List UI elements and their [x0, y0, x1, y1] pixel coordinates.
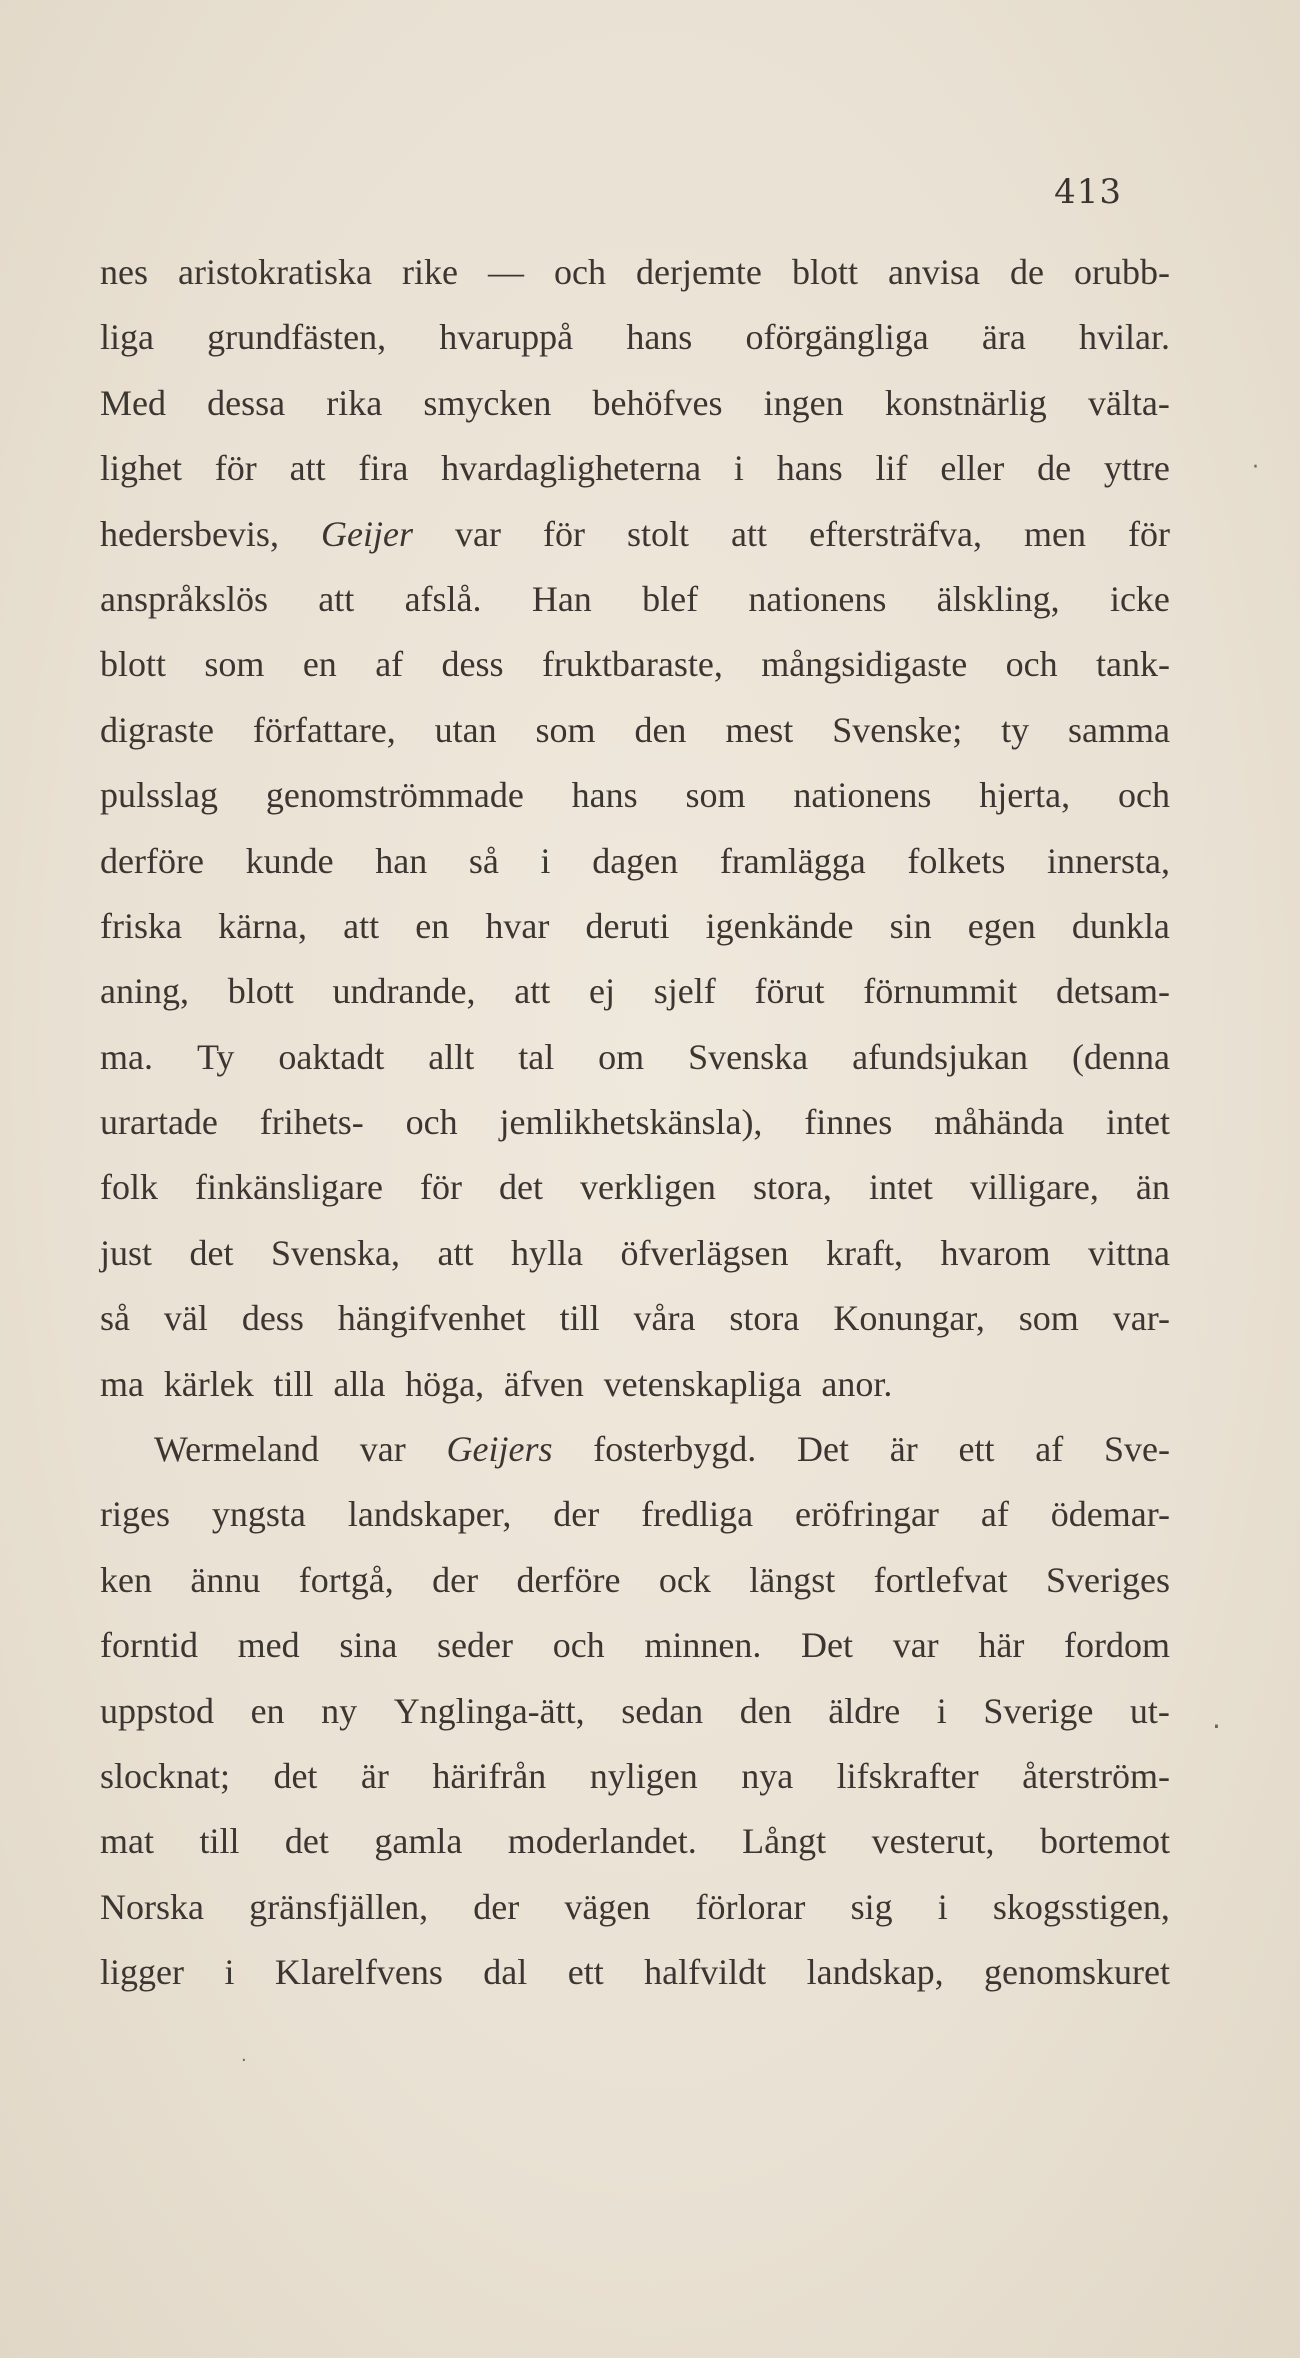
text-line: [100, 436, 1170, 501]
word: behöfves: [592, 382, 723, 423]
word: ära: [981, 317, 1026, 358]
word: att: [289, 448, 326, 489]
word: en: [250, 1690, 285, 1731]
text-line: [100, 959, 1170, 1024]
text-line: [100, 1679, 1170, 1744]
word: ett: [567, 1952, 604, 1993]
word: konstnärlig: [884, 382, 1047, 423]
word: hedersbevis,: [100, 513, 279, 554]
word: det: [273, 1755, 318, 1796]
word: dess: [441, 644, 504, 685]
word: egen: [967, 905, 1036, 946]
word: våra: [633, 1298, 696, 1339]
word: den: [634, 709, 687, 750]
word: Sve-: [1103, 1429, 1170, 1470]
text-line: [100, 1286, 1170, 1351]
word: Med: [100, 382, 166, 423]
word: dunkla: [1071, 905, 1170, 946]
margin-speck: ·: [1252, 455, 1259, 480]
word: stora,: [752, 1167, 832, 1208]
margin-speck: .: [1212, 1702, 1221, 1735]
word: det: [189, 1232, 234, 1273]
word: fira: [358, 448, 409, 489]
word: mat: [100, 1821, 154, 1862]
body-text: [100, 240, 1170, 2006]
word: folkets: [907, 840, 1006, 881]
word: eller: [940, 448, 1005, 489]
text-line: [100, 763, 1170, 828]
word: i: [733, 448, 744, 489]
word: Konungar,: [833, 1298, 985, 1339]
word: aning,: [100, 971, 189, 1012]
word: Wermeland: [154, 1429, 320, 1470]
text-line: [100, 1352, 1170, 1417]
word: än: [1135, 1167, 1170, 1208]
word: minnen.: [644, 1625, 762, 1666]
word: stolt: [627, 513, 690, 554]
word: ännu: [190, 1559, 261, 1600]
word: just: [100, 1232, 153, 1273]
word: af: [375, 644, 404, 685]
word: i: [224, 1952, 235, 1993]
word: yttre: [1103, 448, 1170, 489]
word: hjerta,: [979, 775, 1071, 816]
word: är: [889, 1429, 918, 1470]
word: friska: [100, 905, 182, 946]
word: hvardagligheterna: [441, 448, 702, 489]
word: oförgängliga: [745, 317, 929, 358]
word: ma: [100, 1363, 144, 1404]
word: der: [473, 1886, 520, 1927]
word: Svenska,: [271, 1232, 401, 1273]
word: ut-: [1129, 1690, 1170, 1731]
word: dess: [241, 1298, 304, 1339]
word: af: [980, 1494, 1009, 1535]
word: de: [1009, 252, 1044, 292]
word: mest: [725, 709, 794, 750]
text-line: [100, 1875, 1170, 1940]
word: i: [936, 1690, 947, 1731]
word: förlorar: [695, 1886, 806, 1927]
word: Det: [801, 1625, 854, 1666]
word: kärlek: [163, 1363, 254, 1404]
word: Ynglinga-ätt,: [393, 1690, 585, 1731]
word: skogsstigen,: [992, 1886, 1170, 1927]
word: som: [535, 709, 596, 750]
word: fordom: [1064, 1625, 1170, 1666]
word: ett: [958, 1429, 995, 1470]
word: alla: [333, 1363, 386, 1404]
word: om: [598, 1036, 645, 1077]
word: sjelf: [653, 971, 716, 1012]
word: jemlikhetskänsla),: [499, 1102, 763, 1143]
word: att: [343, 905, 380, 946]
word: han: [375, 840, 428, 881]
word: aristokratiska: [178, 252, 372, 292]
text-line: [100, 1613, 1170, 1678]
word: kunde: [245, 840, 334, 881]
word: det: [284, 1821, 329, 1862]
word: måhända: [934, 1102, 1065, 1143]
word: att: [514, 971, 551, 1012]
word: Sverige: [983, 1690, 1094, 1731]
word: lif: [875, 448, 908, 489]
word: fredliga: [641, 1494, 754, 1535]
text-line: [100, 371, 1170, 436]
word: att: [437, 1232, 474, 1273]
word: finkänsligare: [195, 1167, 383, 1208]
word: var-: [1112, 1298, 1170, 1339]
word: det: [498, 1167, 543, 1208]
word: och: [405, 1102, 458, 1143]
word: detsam-: [1056, 971, 1170, 1012]
word: de: [1037, 448, 1072, 489]
word: äfven: [503, 1363, 584, 1404]
word: höga,: [405, 1363, 485, 1404]
word: Ty: [196, 1036, 235, 1077]
word: förut: [754, 971, 825, 1012]
word: är: [360, 1755, 389, 1796]
word: af: [1035, 1429, 1064, 1470]
text-line: [100, 1155, 1170, 1220]
word: och: [1117, 775, 1170, 816]
word: hvaruppå: [439, 317, 574, 358]
word: samma: [1068, 709, 1170, 750]
word: genomskuret: [984, 1952, 1170, 1993]
word: och: [1005, 644, 1058, 685]
word: smycken: [423, 382, 552, 423]
word: Svenske;: [832, 709, 963, 750]
word: men: [1023, 513, 1086, 554]
word: ödemar-: [1050, 1494, 1170, 1535]
word: fortlefvat: [873, 1559, 1008, 1600]
word: härifrån: [432, 1755, 547, 1796]
word: vetenskapliga: [603, 1363, 802, 1404]
text-line: [100, 698, 1170, 763]
word: derföre: [516, 1559, 621, 1600]
word: derföre: [100, 840, 204, 881]
word: som: [1018, 1298, 1079, 1339]
word: så: [468, 840, 499, 881]
word: kraft,: [826, 1232, 903, 1273]
word: hvarom: [940, 1232, 1051, 1273]
word: Sveriges: [1046, 1559, 1170, 1600]
word: —: [487, 252, 524, 292]
word: orubb-: [1073, 252, 1170, 292]
word: i: [937, 1886, 948, 1927]
word: till: [273, 1363, 314, 1404]
word: (denna: [1072, 1036, 1170, 1077]
word: rike: [401, 252, 458, 292]
word: och: [553, 252, 606, 292]
word: Klarelfvens: [274, 1952, 443, 1993]
word: här: [978, 1625, 1025, 1666]
word: nya: [741, 1755, 794, 1796]
word: en: [415, 905, 450, 946]
text-line: [100, 829, 1170, 894]
word: moderlandet.: [507, 1821, 697, 1862]
text-line: [100, 502, 1170, 567]
word: landskaper,: [347, 1494, 512, 1535]
text-line: [100, 1548, 1170, 1613]
word: öfverlägsen: [620, 1232, 789, 1273]
word: intet: [1105, 1102, 1170, 1143]
word: liga: [100, 317, 154, 358]
text-line: [100, 1940, 1170, 2005]
word: yngsta: [211, 1494, 306, 1535]
word: digraste: [100, 709, 214, 750]
word: eftersträfva,: [809, 513, 982, 554]
word: dessa: [207, 382, 286, 423]
word: finnes: [804, 1102, 893, 1143]
word: så: [100, 1298, 130, 1339]
word: hans: [776, 448, 843, 489]
word: verkligen: [579, 1167, 716, 1208]
word: villigare,: [969, 1167, 1099, 1208]
word: nes: [100, 252, 148, 292]
word: dal: [483, 1952, 528, 1993]
word: nationens: [793, 775, 932, 816]
word: för: [542, 513, 585, 554]
word: fortgå,: [298, 1559, 394, 1600]
word: framlägga: [719, 840, 866, 881]
word: älskling,: [936, 578, 1060, 619]
word: der: [553, 1494, 600, 1535]
word: längst: [749, 1559, 836, 1600]
word: sin: [889, 905, 932, 946]
text-line: [100, 1417, 1170, 1482]
word: urartade: [100, 1102, 218, 1143]
word: anor.: [821, 1363, 893, 1404]
text-line: [100, 1744, 1170, 1809]
word: blott: [791, 252, 858, 292]
word: nationens: [748, 578, 887, 619]
word: nyligen: [589, 1755, 698, 1796]
word: ken: [100, 1559, 152, 1600]
word: blott: [100, 644, 167, 685]
word: gamla: [374, 1821, 463, 1862]
word: sig: [850, 1886, 893, 1927]
text-line: [100, 894, 1170, 959]
word: Han: [531, 578, 592, 619]
word: eröfringar: [795, 1494, 939, 1535]
word: fosterbygd.: [593, 1429, 757, 1470]
word: vittna: [1087, 1232, 1170, 1273]
word: sina: [339, 1625, 398, 1666]
word: som: [204, 644, 265, 685]
text-line: [100, 240, 1170, 305]
word: kärna,: [218, 905, 308, 946]
word: till: [199, 1821, 240, 1862]
word: hans: [571, 775, 638, 816]
word: Norska: [100, 1886, 204, 1927]
text-line: [100, 305, 1170, 370]
word: för: [419, 1167, 462, 1208]
word: anspråkslös: [100, 578, 268, 619]
word: den: [739, 1690, 792, 1731]
word: hylla: [511, 1232, 584, 1273]
word: lighet: [100, 448, 182, 489]
word: allt: [428, 1036, 475, 1077]
word: och: [552, 1625, 605, 1666]
word: intet: [868, 1167, 933, 1208]
word: hans: [626, 317, 693, 358]
word: gränsfjällen,: [249, 1886, 429, 1927]
word: Geijer: [320, 513, 413, 554]
word: fruktbaraste,: [541, 644, 723, 685]
word: Det: [797, 1429, 849, 1470]
word: ty: [1001, 709, 1030, 750]
word: deruti: [585, 905, 670, 946]
word: oaktadt: [278, 1036, 385, 1077]
word: sedan: [621, 1690, 704, 1731]
word: med: [237, 1625, 300, 1666]
word: genomströmmade: [265, 775, 524, 816]
word: halfvildt: [644, 1952, 767, 1993]
word: som: [685, 775, 746, 816]
word: undrande,: [332, 971, 476, 1012]
word: dagen: [592, 840, 679, 881]
word: hvilar.: [1078, 317, 1170, 358]
word: grundfästen,: [207, 317, 387, 358]
word: afundsjukan: [852, 1036, 1029, 1077]
word: utan: [434, 709, 497, 750]
word: väl: [163, 1298, 208, 1339]
word: en: [302, 644, 337, 685]
word: vesterut,: [871, 1821, 995, 1862]
word: hvar: [485, 905, 550, 946]
word: igenkände: [705, 905, 854, 946]
word: seder: [437, 1625, 513, 1666]
word: till: [559, 1298, 600, 1339]
text-line: [100, 1025, 1170, 1090]
word: hängifvenhet: [337, 1298, 526, 1339]
text-line: [100, 567, 1170, 632]
word: lifskrafter: [836, 1755, 979, 1796]
word: pulsslag: [100, 775, 219, 816]
word: blott: [227, 971, 294, 1012]
word: ej: [589, 971, 615, 1012]
word: Långt: [742, 1821, 827, 1862]
word: forntid: [100, 1625, 198, 1666]
word: tank-: [1095, 644, 1170, 685]
word: var: [359, 1429, 406, 1470]
word: ligger: [100, 1952, 184, 1993]
word: folk: [100, 1167, 158, 1208]
word: der: [432, 1559, 479, 1600]
word: landskap,: [806, 1952, 944, 1993]
word: afslå.: [404, 578, 482, 619]
word: tal: [518, 1036, 555, 1077]
word: mångsidigaste: [761, 644, 968, 685]
word: förnummit: [863, 971, 1018, 1012]
word: ny: [321, 1690, 358, 1731]
word: för: [214, 448, 257, 489]
word: icke: [1109, 578, 1170, 619]
text-line: [100, 1482, 1170, 1547]
word: derjemte: [635, 252, 762, 292]
word: för: [1128, 513, 1170, 554]
word: riges: [100, 1494, 170, 1535]
word: äldre: [828, 1690, 901, 1731]
word: i: [540, 840, 551, 881]
word: var: [892, 1625, 939, 1666]
text-line: [100, 1809, 1170, 1874]
text-line: [100, 1090, 1170, 1155]
word: välta-: [1087, 382, 1170, 423]
word: frihets-: [259, 1102, 364, 1143]
text-line: [100, 632, 1170, 697]
word: författare,: [252, 709, 396, 750]
word: ma.: [100, 1036, 153, 1077]
margin-speck: ·: [241, 2050, 247, 2071]
word: stora: [729, 1298, 800, 1339]
word: att: [318, 578, 355, 619]
word: Geijers: [446, 1429, 553, 1470]
word: innersta,: [1047, 840, 1170, 881]
page-number: 413: [1054, 172, 1122, 212]
word: uppstod: [100, 1690, 215, 1731]
word: rika: [326, 382, 383, 423]
word: blef: [642, 578, 699, 619]
word: Svenska: [688, 1036, 809, 1077]
word: anvisa: [887, 252, 980, 292]
word: ingen: [763, 382, 844, 423]
word: vägen: [564, 1886, 651, 1927]
word: bortemot: [1040, 1821, 1170, 1862]
word: slocknat;: [100, 1755, 230, 1796]
text-line: [100, 1221, 1170, 1286]
word: ock: [658, 1559, 711, 1600]
word: var: [454, 513, 501, 554]
word: att: [731, 513, 768, 554]
word: återström-: [1022, 1755, 1170, 1796]
